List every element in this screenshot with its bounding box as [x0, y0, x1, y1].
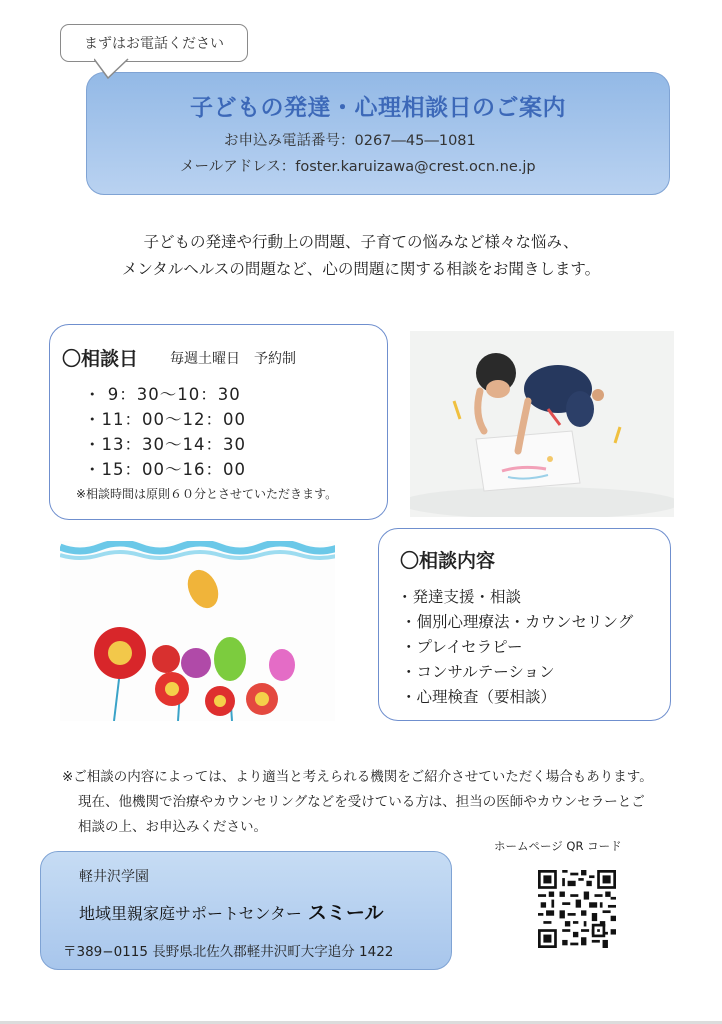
flower-drawing [60, 541, 335, 721]
page-title: 子どもの発達・心理相談日のご案内 [190, 95, 566, 121]
address-box [40, 851, 452, 970]
services-title: 〇相談内容 [400, 550, 496, 572]
child-drawing-illustration [410, 331, 674, 517]
callout-tail [94, 58, 130, 80]
email-address: メールアドレス：foster.karuizawa@crest.ocn.ne.jp [180, 159, 536, 175]
callout-text: まずはお電話ください [84, 36, 224, 52]
services-box [378, 528, 671, 721]
schedule-title: 〇相談日 [62, 348, 139, 370]
postal-address: 〒389−0115 長野県北佐久郡軽井沢町大字追分 1422 [63, 944, 394, 960]
intro-line-2: メンタルヘルスの問題など、心の問題に関する相談をお聞きします。 [121, 260, 601, 278]
schedule-note: ※相談時間は原則６０分とさせていただきます。 [76, 487, 338, 501]
qr-code-label: ホームページ QR コード [494, 839, 622, 853]
service-item-1: ・発達支援・相談 [397, 588, 522, 606]
service-item-2: ・個別心理療法・カウンセリング [401, 613, 634, 631]
support-center-name [79, 898, 384, 925]
service-item-3: ・プレイセラピー [401, 638, 523, 656]
callout-bubble [60, 24, 248, 62]
schedule-subtitle: 毎週土曜日 予約制 [170, 351, 296, 367]
support-center-brand: スミール [307, 902, 384, 924]
time-slot-1: ・ 9：30～10：30 [84, 385, 241, 404]
phone-number: お申込み電話番号：0267―45―1081 [224, 133, 476, 149]
header-banner [86, 72, 670, 195]
footnote-line-3: 相談の上、お申込みください。 [78, 819, 267, 835]
schedule-box [49, 324, 388, 520]
footnote-line-2: 現在、他機関で治療やカウンセリングなどを受けている方は、担当の医師やカウンセラーとご [78, 794, 645, 810]
service-item-4: ・コンサルテーション [401, 663, 555, 681]
photo-child-drawing [410, 331, 674, 517]
intro-line-1: 子どもの発達や行動上の問題、子育ての悩みなど様々な悩み、 [143, 233, 579, 251]
time-slot-3: ・13：30～14：30 [84, 435, 246, 454]
footnote-line-1: ※ご相談の内容によっては、より適当と考えられる機関をご紹介させていただく場合もあります。 [62, 769, 653, 785]
time-slot-4: ・15：00～16：00 [84, 460, 246, 479]
flower-drawing-art [60, 541, 335, 721]
qr-code-icon[interactable] [538, 870, 616, 948]
service-item-5: ・心理検査（要相談） [401, 688, 557, 706]
organization-name: 軽井沢学園 [79, 869, 149, 885]
support-center-prefix: 地域里親家庭サポートセンター [79, 904, 302, 923]
time-slot-2: ・11：00～12：00 [84, 410, 246, 429]
